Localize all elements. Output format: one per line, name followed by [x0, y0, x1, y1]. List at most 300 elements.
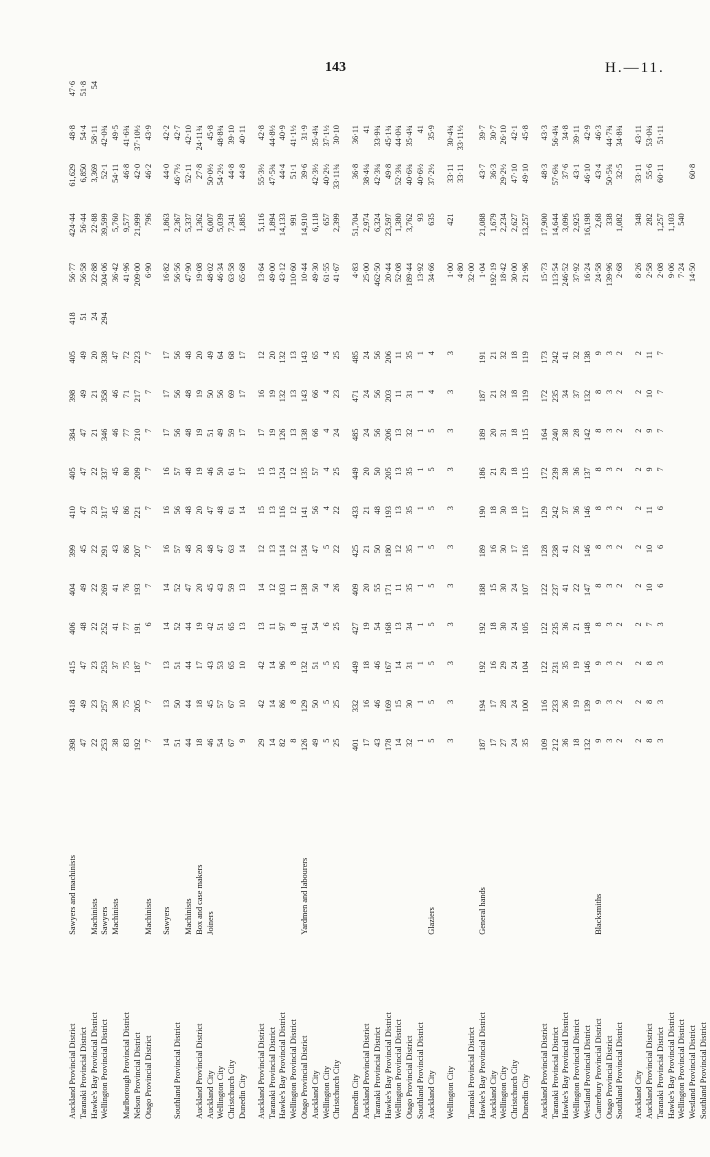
value-cell: 56 [173, 389, 183, 399]
value-cell [677, 311, 688, 350]
occupation-cell [551, 776, 562, 935]
value-cell: 50·0½ [205, 163, 215, 186]
value-cell [699, 621, 710, 660]
value-cell: 17 [510, 544, 520, 554]
value-cell: 25 [332, 351, 342, 360]
value-cell: 44·8 [227, 163, 237, 180]
value-cell: 32·00 [467, 262, 477, 283]
district-cell: Hawke's Bay Provincial District [383, 1012, 393, 1119]
value-cell: 54 [310, 622, 320, 631]
value-cell: 3 [604, 351, 614, 356]
value-cell [667, 311, 678, 350]
value-cell: 14 [394, 661, 404, 670]
value-cell: 15 [394, 699, 404, 709]
value-cell: 2,68 [593, 213, 603, 228]
value-cell: 16·24 [583, 262, 593, 283]
value-cell: 63 [227, 544, 237, 554]
value-cell: 337 [100, 467, 110, 480]
value-cell: 21 [488, 389, 498, 399]
value-cell: 2 [634, 351, 644, 356]
value-cell: 6·90 [143, 262, 153, 279]
group-separator [249, 80, 257, 1120]
value-cell: 6,118 [310, 213, 320, 232]
value-cell: 19 [194, 389, 204, 399]
value-cell: 7 [655, 389, 665, 394]
value-cell: 14 [237, 506, 247, 515]
value-cell: 50 [310, 699, 320, 709]
value-cell: 139 [583, 699, 593, 713]
value-cell: 2 [634, 389, 644, 394]
value-cell: 40·6½ [415, 163, 425, 186]
district-cell: Hawke's Bay Provincial District [278, 1012, 288, 1119]
value-cell: 233 [550, 699, 560, 713]
value-cell: 22 [89, 467, 99, 476]
value-cell: 44 [183, 699, 193, 709]
value-cell: 17 [237, 351, 247, 360]
value-cell: 7 [655, 428, 665, 433]
value-cell: 11 [645, 506, 655, 515]
table-row [605, 80, 616, 1120]
value-cell: 27 [499, 738, 509, 747]
value-cell: 139·96 [604, 262, 614, 287]
value-cell: 42·7 [173, 125, 183, 141]
value-cell: 424·44 [68, 213, 77, 237]
value-cell: 657 [321, 213, 331, 226]
value-cell: 49 [216, 428, 226, 437]
value-cell: 22 [572, 583, 582, 592]
value-cell: 24 [332, 428, 342, 437]
value-cell [688, 621, 699, 660]
value-cell: 22 [89, 738, 99, 747]
value-cell: 59 [227, 583, 237, 592]
occupation-cell [510, 776, 521, 935]
district-cell: Taranaki Provincial District [655, 1026, 665, 1119]
value-cell: 2,627 [510, 213, 520, 232]
value-cell: 21 [89, 389, 99, 399]
occupation-cell [634, 776, 645, 935]
value-cell: 56 [216, 389, 226, 399]
value-cell: 14 [256, 583, 266, 592]
value-cell: 239 [550, 467, 560, 480]
value-cell [699, 212, 710, 261]
value-cell: 129 [539, 506, 549, 519]
value-cell: 2,974 [361, 213, 371, 232]
group-separator [626, 80, 634, 1120]
value-cell: 18 [510, 467, 520, 476]
value-cell: 1,257 [655, 213, 665, 232]
value-cell: 24 [361, 428, 371, 437]
value-cell: 50 [372, 544, 382, 554]
value-cell: 55 [372, 583, 382, 592]
value-cell: 358 [100, 389, 110, 403]
value-cell: 14 [267, 699, 277, 709]
value-cell: 19 [194, 622, 204, 631]
value-cell: 1 [415, 544, 425, 549]
table-row [394, 80, 405, 1120]
value-cell: 31 [405, 389, 415, 399]
value-cell [699, 466, 710, 505]
value-cell: 49 [205, 351, 215, 360]
value-cell: 384 [68, 428, 77, 441]
value-cell [467, 428, 478, 467]
value-cell: 6,850 [78, 163, 88, 183]
value-cell: 164 [539, 428, 549, 441]
value-cell: 253 [100, 738, 110, 751]
value-cell: 63·58 [227, 262, 237, 283]
value-cell: 189 [477, 544, 487, 558]
value-cell: 3 [655, 661, 665, 666]
value-cell: 3 [604, 738, 614, 743]
value-cell: 141 [299, 506, 309, 519]
value-cell: 35·9 [426, 125, 436, 141]
value-cell: 54·11 [111, 163, 121, 183]
district-cell: Auckland City [488, 1070, 498, 1119]
value-cell: 22 [572, 544, 582, 554]
value-cell: 52·3¾ [394, 163, 404, 186]
table-row [206, 80, 217, 1120]
value-cell: 6,007 [205, 213, 215, 232]
value-cell: 3 [655, 699, 665, 704]
value-cell: 56 [372, 428, 382, 437]
value-cell: 40·6¾ [405, 163, 415, 186]
occupation-cell: Machinists [111, 898, 121, 935]
value-cell: 11 [645, 351, 655, 360]
value-cell: 49 [310, 738, 320, 747]
value-cell: 47 [205, 506, 215, 515]
table-row [594, 80, 605, 1120]
value-cell: 37·1½ [321, 125, 331, 147]
value-cell: 34·66 [426, 262, 436, 283]
value-cell: 53·0¾ [645, 125, 655, 147]
value-cell: 43·9 [143, 125, 153, 141]
value-cell: 13 [289, 428, 299, 437]
district-cell: Wellington Provincial District [394, 1019, 404, 1119]
value-cell: 3 [604, 428, 614, 433]
occupation-cell [446, 776, 457, 935]
value-cell: 59 [227, 428, 237, 437]
value-cell: 8 [593, 622, 603, 627]
value-cell [656, 311, 667, 350]
table-row [100, 80, 111, 1120]
value-cell: 138 [583, 351, 593, 364]
value-cell: 46·34 [216, 262, 226, 283]
value-cell [467, 660, 478, 699]
value-cell: 17 [361, 738, 371, 747]
value-cell: 45 [205, 699, 215, 709]
value-cell: 44 [183, 738, 193, 747]
value-cell: 13 [394, 506, 404, 515]
value-cell: 37·6 [561, 163, 571, 180]
value-cell: 15 [488, 583, 498, 592]
value-cell [667, 544, 678, 583]
value-cell: 1 [415, 351, 425, 356]
value-cell [540, 311, 551, 350]
value-cell: 42 [256, 699, 266, 709]
value-cell: 7 [143, 506, 153, 511]
value-cell: 253 [100, 661, 110, 674]
value-cell: 29 [499, 467, 509, 476]
value-cell [521, 311, 532, 350]
value-cell: 28 [572, 428, 582, 437]
value-cell: 36·42 [111, 262, 121, 283]
value-cell: 427 [351, 622, 361, 635]
value-cell: 15·73 [539, 262, 549, 283]
occupation-cell: General hands [477, 887, 487, 935]
value-cell [551, 311, 562, 350]
value-cell [227, 311, 238, 350]
value-cell [467, 350, 478, 389]
value-cell: 3 [445, 544, 455, 549]
value-cell: 14,910 [299, 213, 309, 237]
value-cell: 9,577 [121, 213, 131, 232]
value-cell: 4 [321, 583, 331, 588]
value-cell [667, 660, 678, 699]
value-cell: 6 [143, 622, 153, 627]
value-cell: 35 [405, 506, 415, 515]
occupation-cell: Glaziers [426, 907, 436, 935]
value-cell: 51 [310, 661, 320, 670]
value-cell: 42·8 [256, 125, 266, 141]
district-cell [111, 936, 122, 1120]
occupation-cell [122, 776, 133, 935]
value-cell: 16 [256, 389, 266, 399]
value-cell: 30·10 [332, 125, 342, 145]
district-cell: Dunedin City [237, 1074, 247, 1119]
value-cell: 23 [89, 661, 99, 670]
value-cell [122, 311, 133, 350]
value-cell [456, 621, 467, 660]
value-cell: 8 [289, 622, 299, 627]
value-cell: 9 [593, 661, 603, 666]
district-cell: Southland Provincial District [415, 1022, 425, 1119]
value-cell: 17 [162, 428, 172, 437]
value-cell [394, 311, 405, 350]
value-cell: 42 [256, 661, 266, 670]
value-cell: 462·50 [372, 262, 382, 287]
value-cell: 3 [445, 506, 455, 511]
value-cell: 39·7 [477, 125, 487, 141]
value-cell: 3 [445, 622, 455, 627]
value-cell: 124 [278, 467, 288, 480]
value-cell [615, 311, 626, 350]
occupation-cell [667, 776, 678, 935]
occupation-cell [645, 776, 656, 935]
table-row [133, 80, 144, 1120]
value-cell: 2,367 [173, 213, 183, 232]
table-row [667, 80, 678, 1120]
district-cell: Westland Provincial District [688, 1025, 698, 1119]
value-cell: 38 [111, 738, 121, 747]
value-cell: 2 [634, 544, 644, 549]
value-cell: 237 [550, 583, 560, 596]
value-cell: 117 [521, 506, 531, 519]
value-cell: 36 [561, 622, 571, 631]
district-cell: Auckland City [310, 1070, 320, 1119]
value-cell: 20·44 [383, 262, 393, 283]
value-cell: 4 [321, 467, 331, 472]
value-cell: 71 [121, 389, 131, 399]
value-cell: 7 [655, 351, 665, 356]
value-cell: 137 [583, 467, 593, 480]
value-cell: 49·00 [267, 262, 277, 283]
value-cell: 240 [550, 428, 560, 441]
value-cell: 12 [256, 544, 266, 554]
value-cell: 65 [227, 622, 237, 631]
value-cell [467, 212, 478, 261]
value-cell: 33·11 [445, 163, 455, 183]
value-cell: 1·00 [445, 262, 455, 279]
value-cell [667, 428, 678, 467]
value-cell: 19 [194, 467, 204, 476]
value-cell: 33·11¾ [332, 163, 342, 190]
value-cell: 116 [521, 544, 531, 557]
value-cell: 13·64 [256, 262, 266, 283]
value-cell: 20 [267, 351, 277, 360]
value-cell: 41 [561, 583, 571, 592]
value-cell [677, 428, 688, 467]
value-cell: 46·2 [143, 163, 153, 180]
value-cell: 53 [216, 661, 226, 670]
value-cell [510, 311, 521, 350]
value-cell: 51 [78, 312, 88, 321]
value-cell: 9 [593, 699, 603, 704]
value-cell [162, 311, 173, 350]
value-cell: 25 [332, 622, 342, 631]
value-cell: 33·11 [456, 163, 466, 183]
value-cell [605, 311, 616, 350]
value-cell: 294 [100, 312, 110, 325]
value-cell: 49 [78, 699, 88, 709]
value-cell: 8 [593, 389, 603, 394]
value-cell: 8 [645, 738, 655, 743]
value-cell: 42·1 [510, 125, 520, 141]
value-cell: 193 [383, 506, 393, 519]
value-cell: 132 [299, 661, 309, 674]
value-cell: 19 [572, 661, 582, 670]
value-cell: 16,198 [583, 213, 593, 237]
value-cell: 2 [634, 428, 644, 433]
value-cell [184, 311, 195, 350]
district-cell: Otago Provincial District [405, 1035, 415, 1119]
occupation-cell [467, 776, 478, 935]
value-cell: 138 [299, 583, 309, 596]
value-cell [238, 311, 249, 350]
value-cell [456, 544, 467, 583]
district-cell: Canterbury Provincial District [593, 1018, 603, 1119]
value-cell: 17 [237, 389, 247, 399]
value-cell [677, 544, 688, 583]
value-cell: 109 [539, 738, 549, 751]
value-cell: 40·11 [237, 125, 247, 145]
value-cell: 192 [477, 622, 487, 635]
value-cell: 20 [361, 583, 371, 592]
value-cell: 1 [415, 622, 425, 627]
value-cell: 48·3 [539, 163, 549, 180]
value-cell: 10 [237, 661, 247, 670]
value-cell: 14,133 [278, 213, 288, 237]
value-cell: 100 [521, 699, 531, 713]
value-cell: 42·0¾ [100, 125, 110, 147]
group-separator-cell [438, 80, 446, 1120]
value-cell: 415 [68, 661, 77, 674]
district-cell: Southland Provincial District [699, 1022, 709, 1119]
value-cell: 35 [561, 661, 571, 670]
value-cell: 178 [383, 738, 393, 751]
value-cell [456, 660, 467, 699]
value-cell: 39·10 [227, 125, 237, 145]
value-cell: 2·68 [615, 262, 625, 279]
value-cell: 172 [539, 389, 549, 403]
value-cell: 13 [162, 699, 172, 709]
value-cell [456, 311, 467, 350]
value-cell: 29 [256, 738, 266, 747]
occupation-cell [699, 776, 710, 935]
value-cell [699, 124, 710, 163]
value-cell: 192 [477, 661, 487, 674]
value-cell: 13 [289, 351, 299, 360]
value-cell: 20 [194, 506, 204, 515]
value-cell [645, 311, 656, 350]
value-cell: 65 [310, 351, 320, 360]
value-cell: 8 [593, 467, 603, 472]
value-cell [446, 311, 457, 350]
district-cell: Wellington Provincial District [677, 1019, 687, 1119]
district-cell: Hawke's Bay Provincial District [477, 1012, 487, 1119]
value-cell: 35·4¾ [405, 125, 415, 147]
value-cell: 135 [299, 467, 309, 480]
value-cell: 2 [615, 699, 625, 704]
value-cell: 11 [289, 583, 299, 592]
value-cell: 471 [351, 389, 361, 403]
table-row [688, 80, 699, 1120]
value-cell: 33·9¾ [372, 125, 382, 147]
value-cell: 8 [593, 544, 603, 549]
value-cell [667, 505, 678, 544]
occupation-cell [521, 776, 532, 935]
value-cell [300, 311, 311, 350]
value-cell: 45 [111, 467, 121, 476]
value-cell: 252 [100, 622, 110, 635]
occupation-cell: Yardmen and labourers [299, 857, 309, 935]
value-cell: 48 [205, 544, 215, 554]
value-cell: 143 [299, 389, 309, 403]
district-cell: Auckland City [426, 1070, 436, 1119]
district-cell [162, 936, 173, 1120]
occupation-cell [322, 776, 333, 935]
value-cell: 21 [361, 506, 371, 515]
value-cell: 24 [510, 583, 520, 592]
value-cell: 7 [143, 428, 153, 433]
table-row [489, 80, 500, 1120]
value-cell [688, 389, 699, 428]
value-cell: 221 [132, 506, 142, 519]
value-cell: 24·11¾ [194, 125, 204, 151]
value-cell [677, 350, 688, 389]
value-cell: 410 [68, 506, 77, 519]
value-cell: 128 [539, 544, 549, 558]
value-cell: 67 [227, 738, 237, 747]
value-cell [268, 311, 279, 350]
value-cell: 7 [143, 351, 153, 356]
value-cell: 223 [132, 351, 142, 364]
value-cell: 132 [278, 389, 288, 403]
value-cell: 29 [499, 661, 509, 670]
value-cell: 47 [78, 738, 88, 747]
occupation-cell [332, 776, 343, 935]
table-row [227, 80, 238, 1120]
value-cell: 5 [426, 661, 436, 666]
group-separator [343, 80, 351, 1120]
